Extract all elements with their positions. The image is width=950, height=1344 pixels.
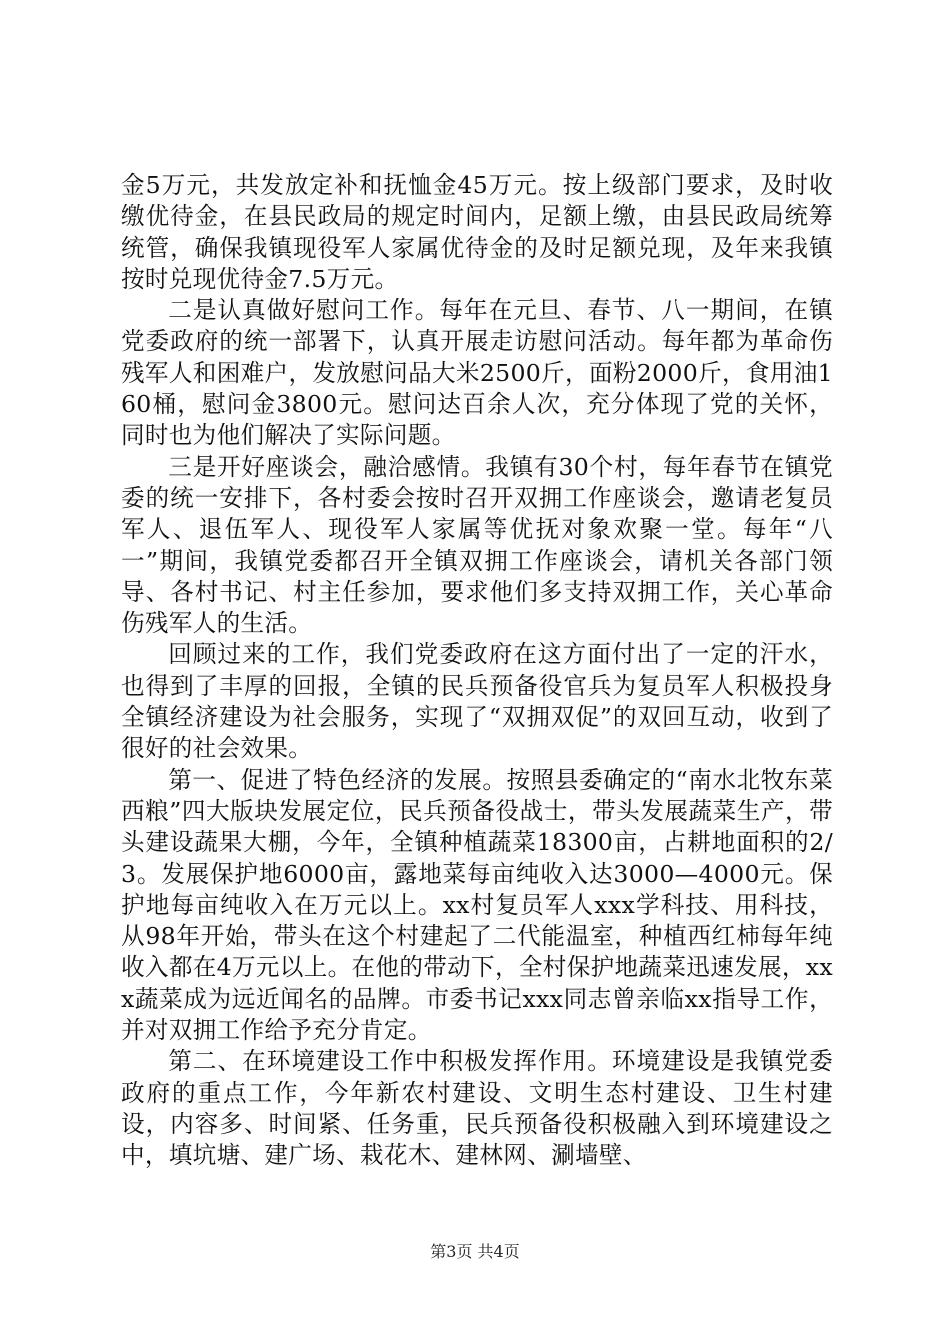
- document-body: [121, 170, 833, 1172]
- page-footer: [0, 1242, 950, 1262]
- paragraph-1: 金5万元，共发放定补和抚恤金45万元。按上级部门要求，及时收缴优待金，在县民政局的规定时间内，足额上缴，由县民政局统筹统管，确保我镇现役军人家属优待金的及时足额兑现，及年来我镇按时兑现优待金7.5万元。: [121, 171, 833, 293]
- paragraph-2: 二是认真做好慰问工作。每年在元旦、春节、八一期间，在镇党委政府的统一部署下，认真开展走访慰问活动。每年都为革命伤残军人和困难户，发放慰问品大米2500斤，面粉2000斤，食用油160桶，慰问金3800元。慰问达百余人次，充分体现了党的关怀，同时也为他们解决了实际问题。: [121, 296, 833, 450]
- paragraph-6: 第二、在环境建设工作中积极发挥作用。环境建设是我镇党委政府的重点工作，今年新农村建设、文明生态村建设、卫生村建设，内容多、时间紧、任务重，民兵预备役积极融入到环境建设之中，填坑塘、建广场、栽花木、建林网、涮墙壁、: [121, 1047, 833, 1170]
- paragraph-4: 回顾过来的工作，我们党委政府在这方面付出了一定的汗水，也得到了丰厚的回报，全镇的民兵预备役官兵为复员军人积极投身全镇经济建设为社会服务，实现了“双拥双促”的双回互动，收到了很好的社会效果。: [121, 640, 833, 763]
- paragraph-3: 三是开好座谈会，融洽感情。我镇有30个村，每年春节在镇党委的统一安排下，各村委会按时召开双拥工作座谈会，邀请老复员军人、退伍军人、现役军人家属等优抚对象欢聚一堂。每年“八一”期间，我镇党委都召开全镇双拥工作座谈会，请机关各部门领导、各村书记、村主任参加，要求他们多支持双拥工作，关心革命伤残军人的生活。: [121, 452, 833, 638]
- paragraph-5: 第一、促进了特色经济的发展。按照县委确定的“南水北牧东菜西粮”四大版块发展定位，民兵预备役战士，带头发展蔬菜生产，带头建设蔬果大棚，今年，全镇种植蔬菜18300亩，占耕地面积的2/3。发展保护地6000亩，露地菜每亩纯收入达3000—4000元。保护地每亩纯收入在万元以上。xx村复员军人xxx学科技、用科技，从98年开始，带头在这个村建起了二代能温室，种植西红柿每年纯收入都在4万元以上。在他的带动下，全村保护地蔬菜迅速发展，xxx蔬菜成为远近闻名的品牌。市委书记xxx同志曾亲临xx指导工作，并对双拥工作给予充分肯定。: [121, 765, 833, 1045]
- page-number-label: 第3页 共4页: [430, 1242, 520, 1261]
